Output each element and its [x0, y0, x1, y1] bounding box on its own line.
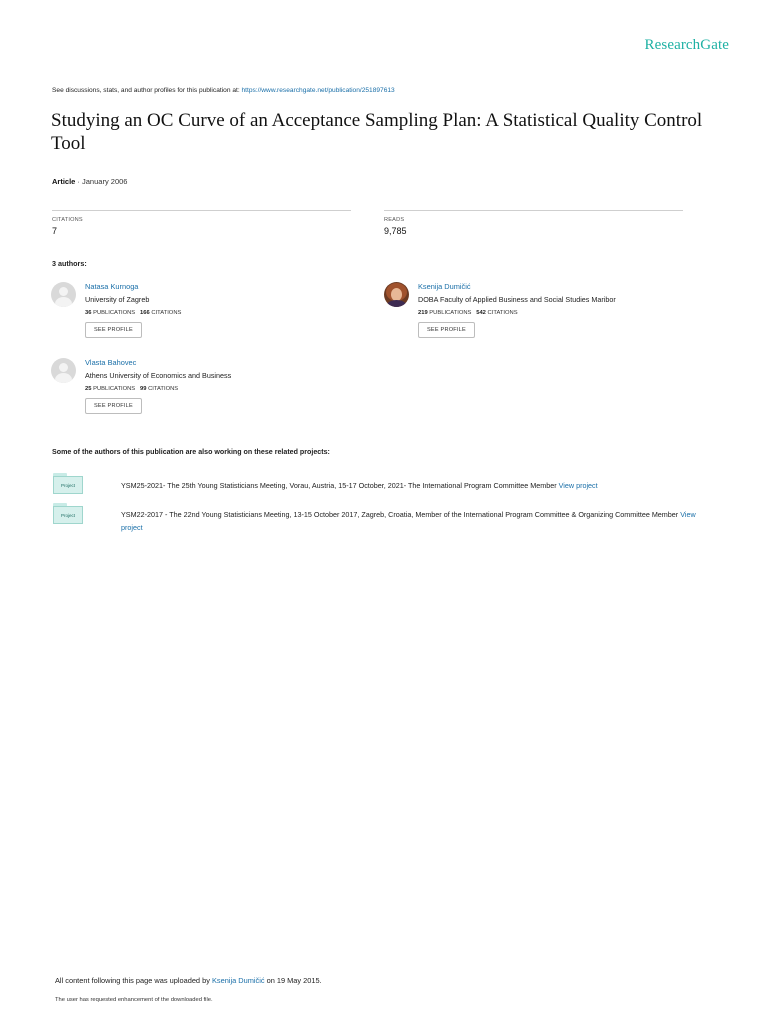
discussion-prefix: See discussions, stats, and author profiles for this publication at: [52, 87, 242, 94]
profile-photo[interactable] [384, 282, 409, 307]
project-item [52, 503, 712, 535]
author-name-link[interactable]: Ksenija Dumičić [418, 282, 471, 291]
author-institution: University of Zagreb [85, 295, 150, 304]
see-profile-button[interactable]: SEE PROFILE [85, 322, 142, 338]
see-profile-button[interactable]: SEE PROFILE [85, 398, 142, 414]
related-projects-heading: Some of the authors of this publication are also working on these related projects: [52, 448, 330, 456]
publication-url-link[interactable]: https://www.researchgate.net/publication/251897613 [241, 87, 395, 94]
article-type: Article [52, 177, 76, 186]
publications-count: 25 [85, 386, 92, 392]
citations-count: 542 [476, 310, 486, 316]
reads-stat [384, 210, 683, 236]
reads-value: 9,785 [384, 226, 407, 236]
publications-label: PUBLICATIONS [93, 386, 136, 392]
project-description [121, 479, 711, 492]
author-institution: DOBA Faculty of Applied Business and Social Studies Maribor [418, 295, 616, 304]
enhancement-note: The user has requested enhancement of the downloaded file. [55, 997, 213, 1003]
author-name-link[interactable]: Vlasta Bahovec [85, 358, 137, 367]
view-project-link[interactable]: View project [121, 510, 696, 532]
view-project-link[interactable]: View project [558, 481, 598, 490]
project-item [52, 473, 712, 499]
project-text: YSM25-2021- The 25th Young Statisticians Meeting, Vorau, Austria, 15-17 October, 2021- The International Program Committee Member [121, 481, 559, 490]
upload-info [55, 976, 322, 985]
citations-count: 166 [140, 310, 150, 316]
citations-stat [52, 210, 351, 236]
researchgate-logo[interactable]: ResearchGate [644, 37, 729, 53]
author-stats [85, 386, 385, 392]
see-profile-button[interactable]: SEE PROFILE [418, 322, 475, 338]
article-date: · January 2006 [75, 177, 128, 186]
upload-suffix: on 19 May 2015. [264, 976, 322, 985]
author-institution: Athens University of Economics and Business [85, 371, 232, 380]
project-icon-label: Project [53, 506, 83, 524]
publications-label: PUBLICATIONS [93, 310, 136, 316]
publications-label: PUBLICATIONS [429, 310, 472, 316]
publication-title: Studying an OC Curve of an Acceptance Sampling Plan: A Statistical Quality Control Tool [51, 110, 703, 154]
default-avatar-icon[interactable] [51, 282, 76, 307]
authors-heading: 3 authors: [52, 259, 87, 268]
project-icon-label: Project [53, 476, 83, 494]
uploader-link[interactable]: Ksenija Dumičić [211, 976, 265, 985]
citations-value: 7 [52, 226, 58, 236]
article-meta [52, 177, 127, 186]
citations-label: CITATIONS [151, 310, 182, 316]
citations-label: CITATIONS [148, 386, 179, 392]
project-description [121, 508, 711, 534]
publications-count: 219 [418, 310, 428, 316]
project-text: YSM22-2017 - The 22nd Young Statisticians Meeting, 13-15 October 2017, Zagreb, Croatia, Member of the International Program Committee & Organizing Committee Member [121, 510, 681, 519]
project-folder-icon[interactable] [52, 503, 84, 525]
discussion-line [52, 87, 395, 94]
citations-count: 99 [140, 386, 147, 392]
author-stats [418, 310, 718, 316]
citations-label: CITATIONS [487, 310, 518, 316]
upload-prefix: All content following this page was uploaded by [55, 976, 212, 985]
reads-label: READS [384, 217, 405, 223]
author-stats [85, 310, 385, 316]
citations-label: CITATIONS [52, 217, 83, 223]
author-name-link[interactable]: Natasa Kurnoga [85, 282, 139, 291]
default-avatar-icon[interactable] [51, 358, 76, 383]
project-folder-icon[interactable] [52, 473, 84, 495]
publications-count: 36 [85, 310, 92, 316]
